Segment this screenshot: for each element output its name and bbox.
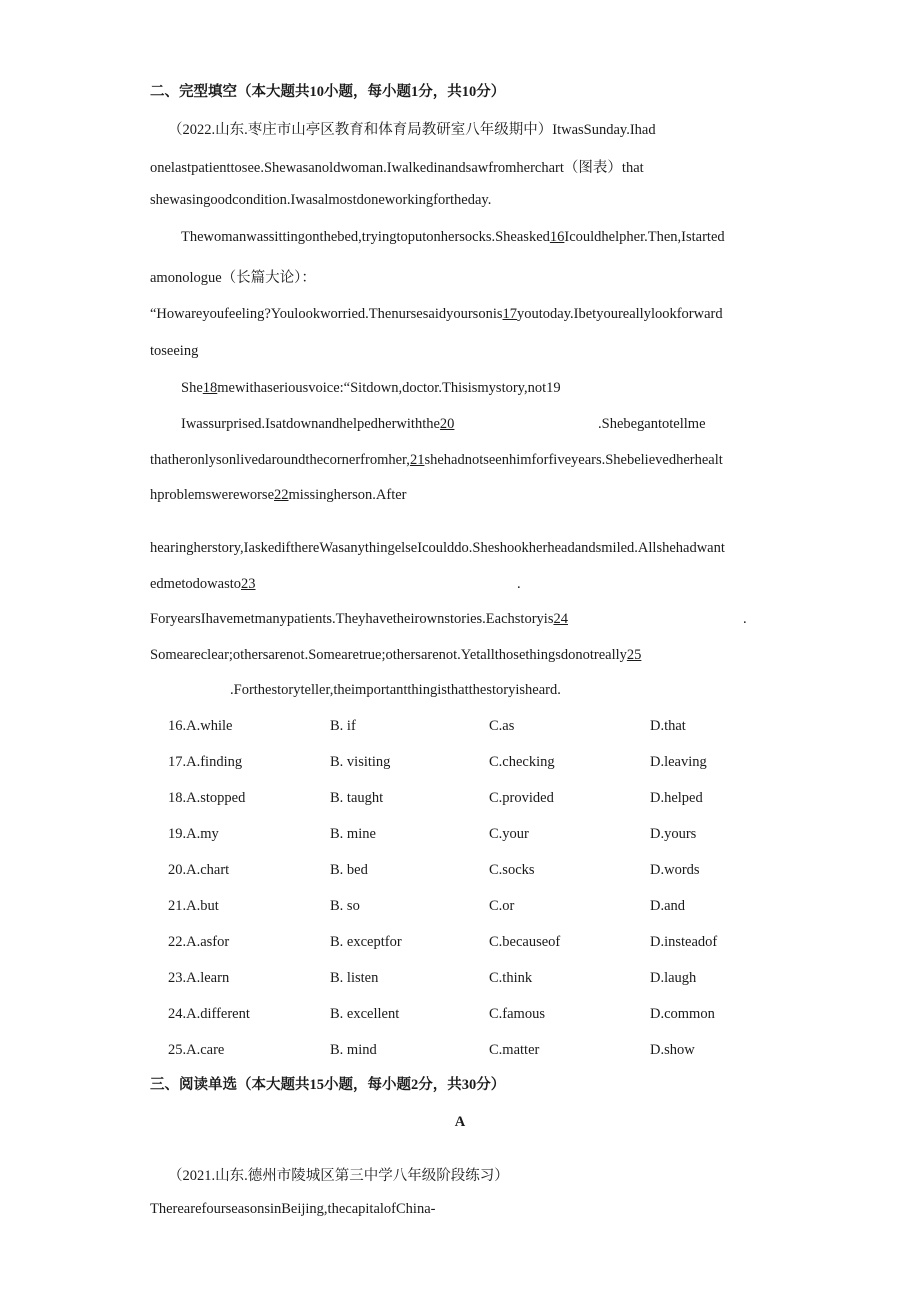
option-17-B: B. visiting (330, 754, 391, 770)
option-19-B: B. mine (330, 826, 376, 842)
passage-line: .Forthestoryteller,theimportantthingisthatthestoryisheard. (230, 682, 561, 698)
option-21-C: C.or (489, 898, 515, 914)
option-24-B: B. excellent (330, 1006, 400, 1022)
passage-line-end: . (743, 611, 747, 627)
option-24-D: D.common (650, 1006, 715, 1022)
blank-23: 23 (241, 576, 256, 592)
option-25-D: D.show (650, 1042, 695, 1058)
source-note: （2021.山东.德州市陵城区第三中学八年级阶段练习） (168, 1168, 509, 1184)
passage-line: （2022.山东.枣庄市山亭区教育和体育局教研室八年级期中）ItwasSunday.Ihad (168, 122, 656, 138)
passage-line: Someareclear;othersarenot.Somearetrue;othersarenot.Yetallthosethingsdonotreally25 (150, 647, 642, 663)
option-19-D: D.yours (650, 826, 697, 842)
blank-21: 21 (409, 452, 425, 468)
part-label: A (454, 1114, 466, 1130)
passage-line: shewasingoodcondition.Iwasalmostdoneworkingfortheday. (150, 192, 492, 208)
option-25-B: B. mind (330, 1042, 377, 1058)
option-16-A: 16.A.while (168, 718, 233, 734)
passage-line: She18mewithaseriousvoice:“Sitdown,doctor.Thisismystory,not19 (181, 380, 561, 396)
option-23-A: 23.A.learn (168, 970, 230, 986)
blank-16: 16 (549, 229, 565, 245)
option-16-C: C.as (489, 718, 515, 734)
passage-line-end: .Shebegantotellme (598, 416, 706, 432)
option-17-A: 17.A.finding (168, 754, 243, 770)
source-note: （2022.山东.枣庄市山亭区教育和体育局教研室八年级期中） (168, 122, 553, 138)
passage-line: “Howareyoufeeling?Youlookworried.Thenursesaidyoursonis17youtoday.Ibetyoureallylookforward (150, 306, 723, 322)
passage-line: hproblemswereworse22missingherson.After (150, 487, 407, 503)
option-19-C: C.your (489, 826, 529, 842)
passage-line: TherearefourseasonsinBeijing,thecapitalofChina- (150, 1201, 436, 1217)
passage-line: toseeing (150, 343, 199, 359)
blank-22: 22 (274, 487, 289, 503)
option-18-B: B. taught (330, 790, 384, 806)
option-18-D: D.helped (650, 790, 703, 806)
option-18-A: 18.A.stopped (168, 790, 246, 806)
passage-line-end: . (517, 576, 521, 592)
option-24-A: 24.A.different (168, 1006, 250, 1022)
option-21-A: 21.A.but (168, 898, 219, 914)
option-20-D: D.words (650, 862, 700, 878)
passage-line: Thewomanwassittingonthebed,tryingtoputonhersocks.Sheasked16Icouldhelpher.Then,Istarted (181, 229, 725, 245)
option-23-D: D.laugh (650, 970, 697, 986)
option-25-A: 25.A.care (168, 1042, 225, 1058)
passage-line: edmetodowasto23 (150, 576, 256, 592)
option-24-C: C.famous (489, 1006, 545, 1022)
passage-line: thatheronlysonlivedaroundthecornerfromher,21shehadnotseenhimforfiveyears.Shebelievedherhealt (150, 452, 723, 468)
passage-line: ForyearsIhavemetmanypatients.Theyhavetheirownstories.Eachstoryis24 (150, 611, 568, 627)
blank-18: 18 (202, 380, 218, 396)
passage-line: hearingherstory,IaskedifthereWasanythingelseIcoulddo.Sheshookherheadandsmiled.Allshehadwant (150, 540, 725, 556)
blank-24: 24 (553, 611, 568, 627)
option-20-B: B. bed (330, 862, 368, 878)
blank-20: 20 (439, 416, 455, 432)
section-3-heading: 三、阅读单选（本大题共15小题，每小题2分，共30分） (150, 1077, 506, 1093)
blank-17: 17 (502, 306, 517, 322)
option-22-B: B. exceptfor (330, 934, 402, 950)
passage-line: onelastpatienttosee.Shewasanoldwoman.Iwalkedinandsawfromherchart（图表）that (150, 160, 644, 176)
option-17-C: C.checking (489, 754, 555, 770)
section-2-heading: 二、完型填空（本大题共10小题，每小题1分，共10分） (150, 84, 506, 100)
passage-line: amonologue（长篇大论）： (150, 270, 316, 286)
option-22-D: D.insteadof (650, 934, 718, 950)
blank-25: 25 (626, 647, 642, 663)
option-16-D: D.that (650, 718, 686, 734)
option-18-C: C.provided (489, 790, 554, 806)
option-21-B: B. so (330, 898, 360, 914)
option-20-C: C.socks (489, 862, 535, 878)
option-23-B: B. listen (330, 970, 379, 986)
option-19-A: 19.A.my (168, 826, 219, 842)
option-17-D: D.leaving (650, 754, 707, 770)
passage-line: Iwassurprised.Isatdownandhelpedherwiththe20 (181, 416, 455, 432)
option-16-B: B. if (330, 718, 356, 734)
option-25-C: C.matter (489, 1042, 540, 1058)
option-21-D: D.and (650, 898, 686, 914)
option-22-A: 22.A.asfor (168, 934, 230, 950)
option-23-C: C.think (489, 970, 533, 986)
option-22-C: C.becauseof (489, 934, 561, 950)
option-20-A: 20.A.chart (168, 862, 230, 878)
